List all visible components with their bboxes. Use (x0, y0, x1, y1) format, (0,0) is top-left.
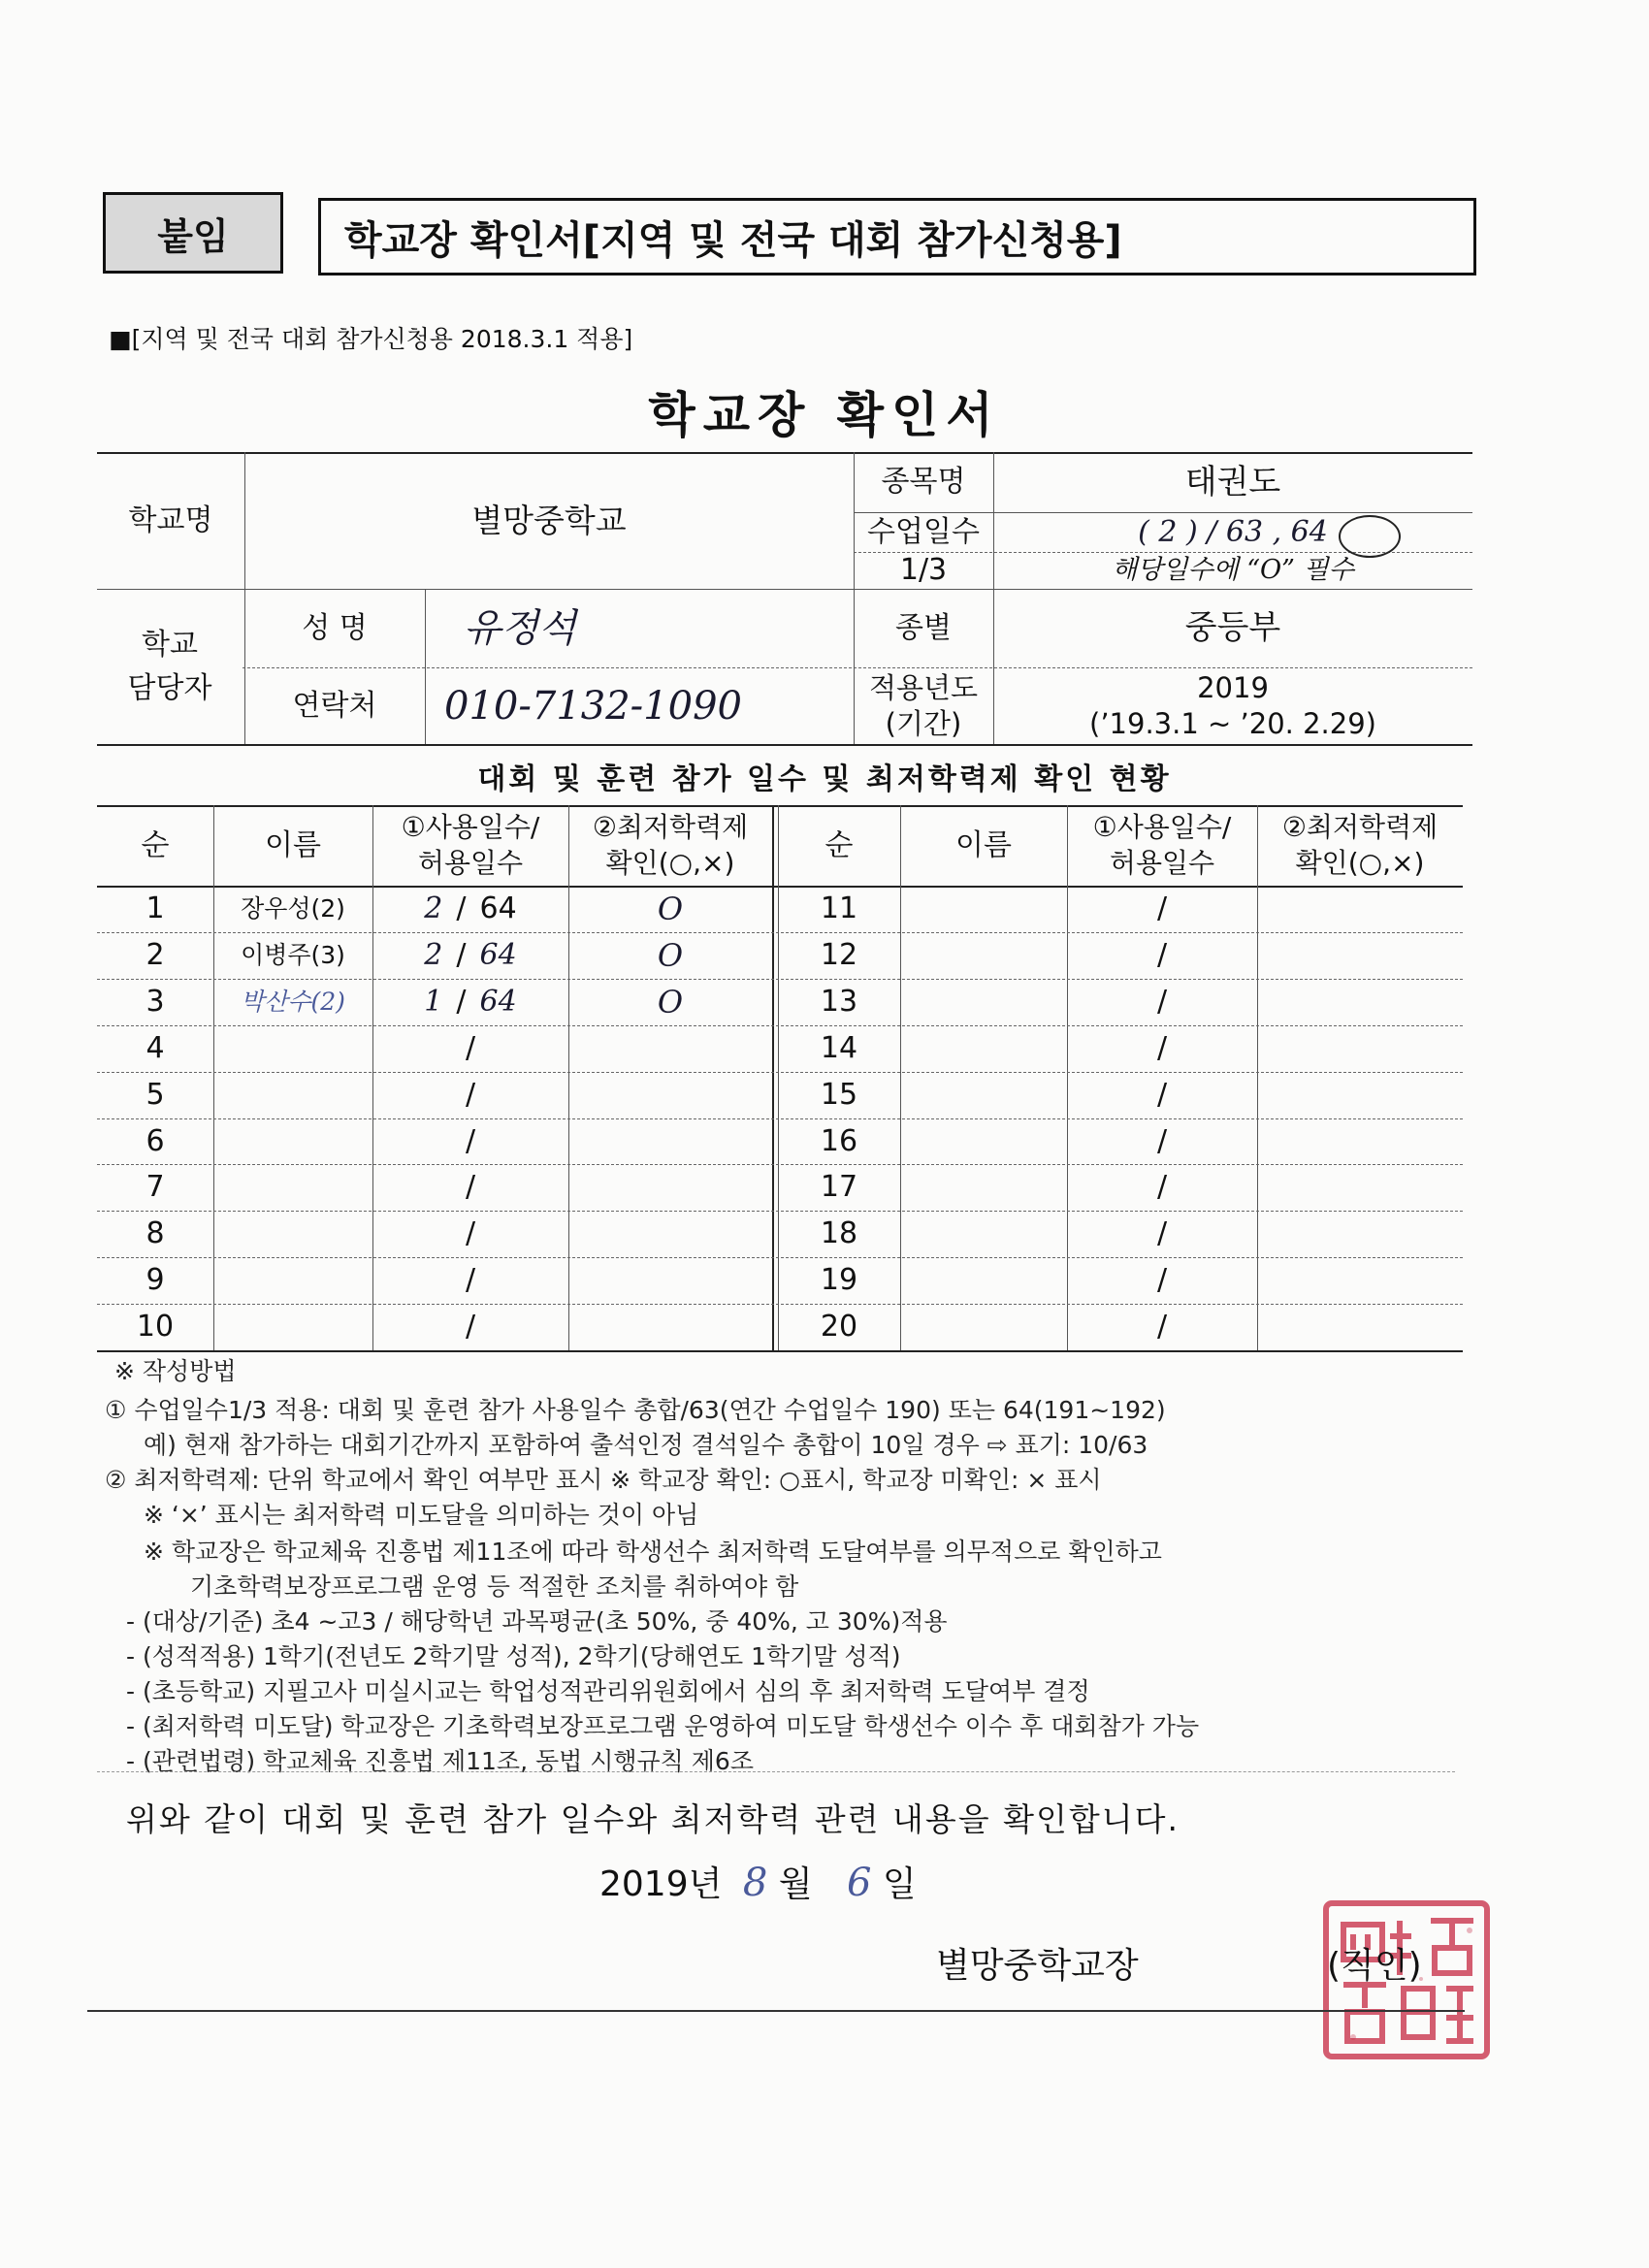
row-number: 15 (820, 1078, 858, 1112)
header-days-right-line-1: ①사용일수/ (1092, 811, 1232, 844)
attachment-label: 붙임 (103, 192, 283, 274)
name-label: 성 명 (302, 610, 368, 645)
row-number: 9 (146, 1263, 165, 1297)
row-name: 박산수(2) (241, 988, 345, 1016)
row-name (900, 1304, 1067, 1350)
row-number: 6 (146, 1124, 165, 1158)
row-name (213, 1304, 372, 1350)
instruction-line: 예) 현재 참가하는 대회기간까지 포함하여 출석인정 결석일수 총합이 10일 경우 ⇨ 표기: 10/63 (144, 1431, 1148, 1459)
row-check (1257, 1304, 1463, 1350)
row-check (568, 1257, 772, 1304)
row-days-allowed: 64 (479, 891, 517, 925)
header-days-right-line-2: 허용일수 (1109, 846, 1215, 879)
row-number: 14 (820, 1031, 858, 1065)
seal-label: (직인) (1327, 1946, 1422, 1986)
row-days-slash: / (465, 1031, 476, 1065)
instruction-line: ※ 학교장은 학교체육 진흥법 제11조에 따라 학생선수 최저학력 도달여부를 의무적으로 확인하고 (144, 1538, 1162, 1566)
row-number: 12 (820, 938, 858, 972)
header-no-left: 순 (141, 827, 170, 862)
header-days-right (1067, 805, 1257, 886)
row-days-slash: / (465, 1216, 476, 1250)
class-days-note: 해당일수에 “O” 필수 (1112, 554, 1354, 585)
row-check (1257, 1257, 1463, 1304)
class-days-label: 수업일수 (867, 514, 980, 549)
row-days (372, 932, 568, 979)
row-check (1257, 979, 1463, 1025)
row-days: / (1156, 985, 1168, 1019)
header-acad-left-line-2: 확인(○,×) (605, 846, 735, 879)
row-name (900, 932, 1067, 979)
row-number: 3 (146, 985, 165, 1019)
row-name (213, 1257, 372, 1304)
row-number: 5 (146, 1078, 165, 1112)
row-check: O (657, 936, 684, 974)
event-value: 태권도 (1184, 462, 1281, 502)
row-number: 20 (820, 1310, 858, 1344)
header-acad-left (568, 805, 772, 886)
row-check: O (657, 890, 684, 927)
row-number: 16 (820, 1124, 858, 1158)
instruction-line: ※ ‘×’ 표시는 최저학력 미도달을 의미하는 것이 아님 (144, 1501, 699, 1529)
class-days-fraction-label: 1/3 (899, 553, 948, 587)
school-name-value: 별망중학교 (471, 501, 627, 539)
row-number: 17 (820, 1170, 858, 1204)
row-days (372, 1164, 568, 1211)
row-name (900, 886, 1067, 932)
row-days: / (1156, 1216, 1168, 1250)
row-days: / (1156, 1310, 1168, 1344)
row-days: / (1156, 1078, 1168, 1112)
row-days (372, 1072, 568, 1118)
instruction-line: - (성적적용) 1학기(전년도 2학기말 성적), 2학기(당해연도 1학기말 성적) (126, 1642, 901, 1670)
row-name (900, 1257, 1067, 1304)
category-value: 중등부 (1184, 608, 1281, 648)
instructions-heading: ※ 작성방법 (114, 1357, 237, 1385)
row-days-slash: / (465, 1310, 476, 1344)
year-value-year: 2019 (1197, 671, 1269, 705)
row-check (568, 1072, 772, 1118)
contact-value: 010-7132-1090 (444, 683, 742, 729)
row-number: 2 (146, 938, 165, 972)
row-days-slash: / (465, 1170, 476, 1204)
year-label (854, 667, 993, 744)
row-days: / (1156, 891, 1168, 925)
instruction-line: ① 수업일수1/3 적용: 대회 및 훈련 참가 사용일수 총합/63(연간 수업일수 190) 또는 64(191~192) (105, 1396, 1166, 1424)
row-days: / (1156, 938, 1168, 972)
principal-title: 별망중학교장 (936, 1946, 1139, 1986)
row-number: 19 (820, 1263, 858, 1297)
class-days-value: ( 2 ) / 63 , 64 (1138, 514, 1328, 549)
row-name (213, 1118, 372, 1165)
row-days-slash: / (456, 985, 467, 1019)
header-days-left-line-2: 허용일수 (417, 846, 524, 879)
header-days-left-line-1: ①사용일수/ (401, 811, 540, 844)
instruction-line: - (대상/기준) 초4 ~고3 / 해당학년 과목평균(초 50%, 중 40%, 고 30%)적용 (126, 1607, 948, 1636)
row-number: 18 (820, 1216, 858, 1250)
row-days-slash: / (465, 1078, 476, 1112)
row-name (900, 1072, 1067, 1118)
row-check (1257, 1118, 1463, 1165)
row-days-used: 1 (424, 985, 443, 1019)
instruction-line: - (관련법령) 학교체육 진흥법 제11조, 동법 시행규칙 제6조 (126, 1747, 754, 1775)
row-days-slash: / (465, 1124, 476, 1158)
row-name (213, 1072, 372, 1118)
header-acad-right-line-1: ②최저학력제 (1281, 811, 1439, 844)
row-check (1257, 1164, 1463, 1211)
document-heading: 학교장 확인서[지역 및 전국 대회 참가신청용] (318, 198, 1476, 275)
school-name-label: 학교명 (128, 502, 213, 537)
row-name (900, 1118, 1067, 1165)
row-days-used: 2 (424, 938, 443, 972)
row-name (213, 1025, 372, 1072)
row-days-slash: / (465, 1263, 476, 1297)
header-name-right: 이름 (955, 827, 1012, 862)
instruction-line: - (초등학교) 지필고사 미실시교는 학업성적관리위원회에서 심의 후 최저학력 도달여부 결정 (126, 1677, 1090, 1705)
row-number: 1 (146, 891, 165, 925)
category-label: 종별 (895, 610, 952, 645)
row-days: / (1156, 1170, 1168, 1204)
date-day: 6 (847, 1861, 872, 1905)
row-days-allowed: 64 (479, 938, 517, 972)
staff-label-line-1: 학교 (142, 628, 198, 662)
row-check (1257, 1072, 1463, 1118)
row-check (568, 1164, 772, 1211)
row-days (372, 886, 568, 932)
staff-label-line-2: 담당자 (127, 671, 212, 705)
row-days-slash: / (456, 891, 467, 925)
page-title: 학교장 확인서 (648, 387, 1001, 443)
row-check (568, 1304, 772, 1350)
row-name (213, 1211, 372, 1257)
row-check (568, 1211, 772, 1257)
year-label-line-1: 적용년도 (868, 671, 979, 705)
staff-label (97, 589, 242, 744)
row-name: 이병주(3) (241, 941, 345, 969)
event-label: 종목명 (881, 465, 966, 499)
row-name: 장우성(2) (241, 894, 345, 923)
date-month: 8 (742, 1861, 768, 1905)
row-check (1257, 1211, 1463, 1257)
row-check (1257, 1025, 1463, 1072)
header-name-left: 이름 (265, 827, 321, 862)
date-month-unit: 월 (778, 1864, 813, 1904)
row-name (900, 979, 1067, 1025)
row-number: 11 (820, 891, 858, 925)
date-day-unit: 일 (882, 1864, 917, 1904)
row-days: / (1156, 1263, 1168, 1297)
row-check (1257, 886, 1463, 932)
row-days (372, 1118, 568, 1165)
date-line (599, 1857, 917, 1906)
row-days (372, 979, 568, 1025)
confirmation-statement: 위와 같이 대회 및 훈련 참가 일수와 최저학력 관련 내용을 확인합니다. (126, 1800, 1180, 1838)
header-no-right: 순 (824, 827, 854, 862)
row-days (372, 1025, 568, 1072)
row-days (372, 1257, 568, 1304)
instruction-line: - (최저학력 미도달) 학교장은 기초학력보장프로그램 운영하여 미도달 학생선수 이수 후 대회참가 가능 (126, 1712, 1200, 1740)
row-check (568, 1118, 772, 1165)
row-check (568, 1025, 772, 1072)
row-days: / (1156, 1031, 1168, 1065)
row-name (900, 1025, 1067, 1072)
row-days (372, 1211, 568, 1257)
staff-name-value: 유정석 (464, 605, 576, 651)
header-acad-right-line-2: 확인(○,×) (1295, 846, 1425, 879)
header-acad-right (1257, 805, 1463, 886)
row-number: 8 (146, 1216, 165, 1250)
row-check (1257, 932, 1463, 979)
row-number: 4 (146, 1031, 165, 1065)
date-year: 2019년 (599, 1864, 723, 1904)
row-number: 7 (146, 1170, 165, 1204)
row-number: 10 (136, 1310, 175, 1344)
year-value-period: (’19.3.1 ~ ’20. 2.29) (1089, 706, 1376, 740)
row-days: / (1156, 1124, 1168, 1158)
row-days (372, 1304, 568, 1350)
header-days-left (372, 805, 568, 886)
row-name (900, 1164, 1067, 1211)
row-number: 13 (820, 985, 858, 1019)
instruction-line: 기초학력보장프로그램 운영 등 적절한 조치를 취하여야 함 (190, 1572, 799, 1601)
row-days-slash: / (456, 938, 467, 972)
row-days-used: 2 (424, 891, 443, 925)
header-acad-left-line-1: ②최저학력제 (592, 811, 749, 844)
row-days-allowed: 64 (479, 985, 517, 1019)
note-line: ■[지역 및 전국 대회 참가신청용 2018.3.1 적용] (109, 325, 633, 353)
year-value (993, 667, 1472, 744)
row-name (213, 1164, 372, 1211)
year-label-line-2: (기간) (885, 706, 962, 740)
instruction-line: ② 최저학력제: 단위 학교에서 확인 여부만 표시 ※ 학교장 확인: ○표시, 학교장 미확인: × 표시 (105, 1466, 1102, 1494)
contact-label: 연락처 (292, 688, 377, 723)
section-title: 대회 및 훈련 참가 일수 및 최저학력제 확인 현황 (477, 762, 1172, 796)
row-name (900, 1211, 1067, 1257)
row-check: O (657, 983, 684, 1021)
